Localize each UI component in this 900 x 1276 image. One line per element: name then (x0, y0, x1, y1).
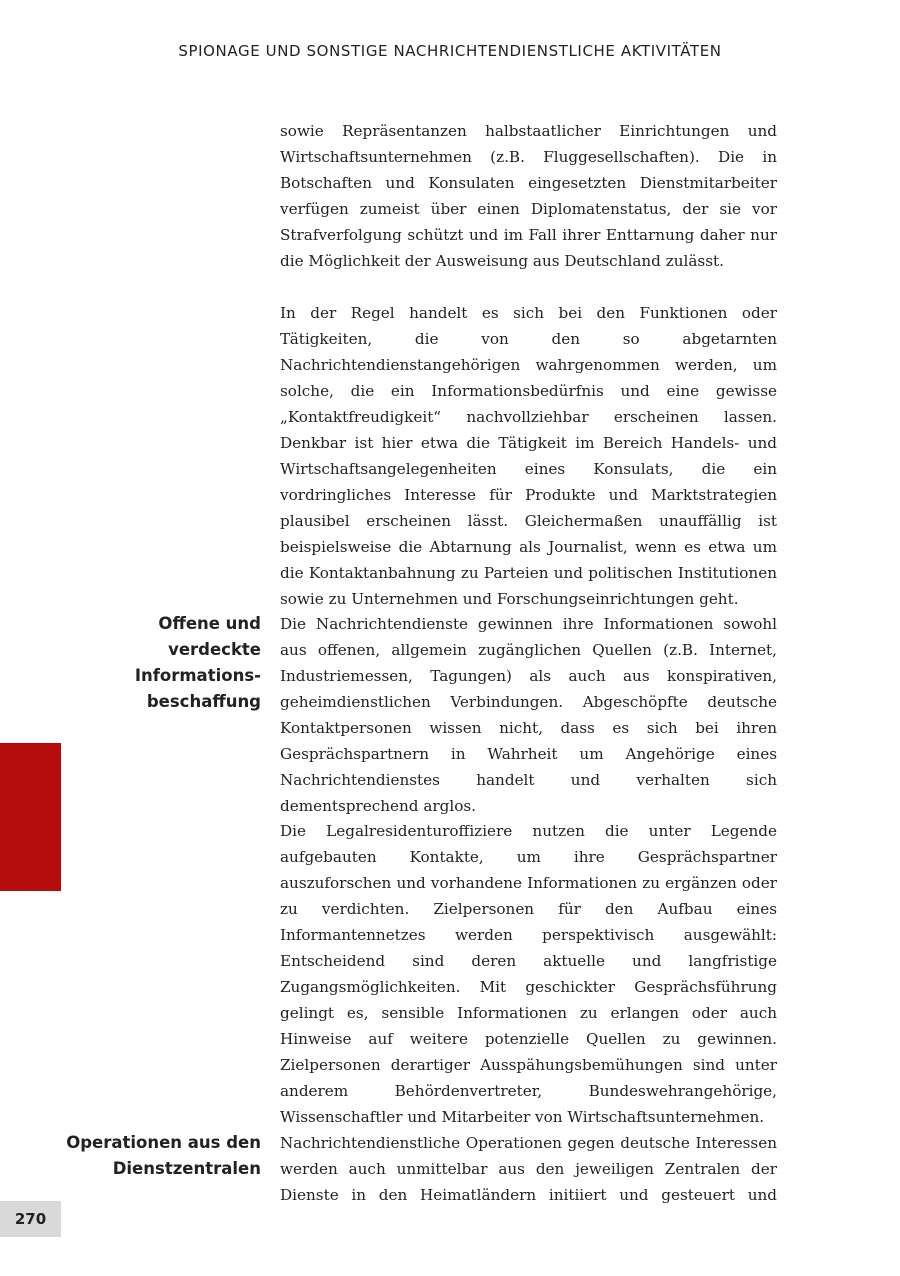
body-paragraph-1: sowie Repräsentanzen halbstaatlicher Einrichtungen und Wirtschaftsunternehmen (z.B. Fluggesellschaften). Die in Botschaften und Konsulaten eingesetzten Dienstmitarbeiter verfügen zumeist über einen Diplomatenstatus, der sie vor Strafverfolgung schützt und im Fall ihrer Enttarnung daher nur die Möglichkeit der Ausweisung aus Deutschland zulässt. (280, 122, 777, 270)
margin-heading-line: Operationen aus den (66, 1133, 261, 1152)
running-header: SPIONAGE UND SONSTIGE NACHRICHTENDIENSTLICHE AKTIVITÄTEN (178, 42, 722, 60)
margin-heading-line: Dienstzentralen (112, 1159, 261, 1178)
margin-heading-open-covert (61, 611, 261, 715)
margin-heading-operations (61, 1130, 261, 1182)
body-paragraph-5: Nachrichtendienstliche Operationen gegen deutsche Interessen werden auch unmittelbar aus den jeweiligen Zentralen der Dienste in den Heimatländern initiiert und gesteuert und (280, 1134, 777, 1204)
body-paragraph-2: In der Regel handelt es sich bei den Funktionen oder Tätigkeiten, die von den so abgetarnten Nachrichtendienstangehörigen wahrgenommen werden, um solche, die ein Informationsbedürfnis und eine gewisse „Kontaktfreudigkeit“ nachvollziehbar erscheinen lassen. Denkbar ist hier etwa die Tätigkeit im Bereich Handels- und Wirtschaftsangelegenheiten eines Konsulats, die ein vordringliches Interesse für Produkte und Marktstrategien plausibel erscheinen lässt. Gleichermaßen unauffällig ist beispielsweise die Abtarnung als Journalist, wenn es etwa um die Kontaktanbahnung zu Parteien und politischen Institutionen sowie zu Unternehmen und Forschungseinrichtungen geht. (280, 304, 777, 608)
margin-heading-line: Offene und verdeckte (158, 614, 261, 659)
margin-heading-line: Informations- (134, 666, 261, 685)
chapter-color-tab (0, 743, 61, 891)
margin-heading-line: beschaffung (146, 692, 261, 711)
body-paragraph-3: Die Nachrichtendienste gewinnen ihre Informationen sowohl aus offenen, allgemein zugänglichen Quellen (z.B. Internet, Industriemessen, Tagungen) als auch aus konspirativen, geheimdienstlichen Verbindungen. Abgeschöpfte deutsche Kontaktpersonen wissen nicht, dass es sich bei ihren Gesprächspartnern in Wahrheit um Angehörige eines Nachrichtendienstes handelt und verhalten sich dementsprechend arglos. (280, 615, 777, 815)
page-number: 270 (0, 1201, 61, 1237)
body-paragraph-4: Die Legalresidenturoffiziere nutzen die unter Legende aufgebauten Kontakte, um ihre Gesprächspartner auszuforschen und vorhandene Informationen zu ergänzen oder zu verdichten. Zielpersonen für den Aufbau eines Informantennetzes werden perspektivisch ausgewählt: Entscheidend sind deren aktuelle und langfristige Zugangsmöglichkeiten. Mit geschickter Gesprächsführung gelingt es, sensible Informationen zu erlangen oder auch Hinweise auf weitere potenzielle Quellen zu gewinnen. Zielpersonen derartiger Ausspähungsbemühungen sind unter anderem Behördenvertreter, Bundeswehrangehörige, Wissenschaftler und Mitarbeiter von Wirtschaftsunternehmen. (280, 822, 777, 1126)
